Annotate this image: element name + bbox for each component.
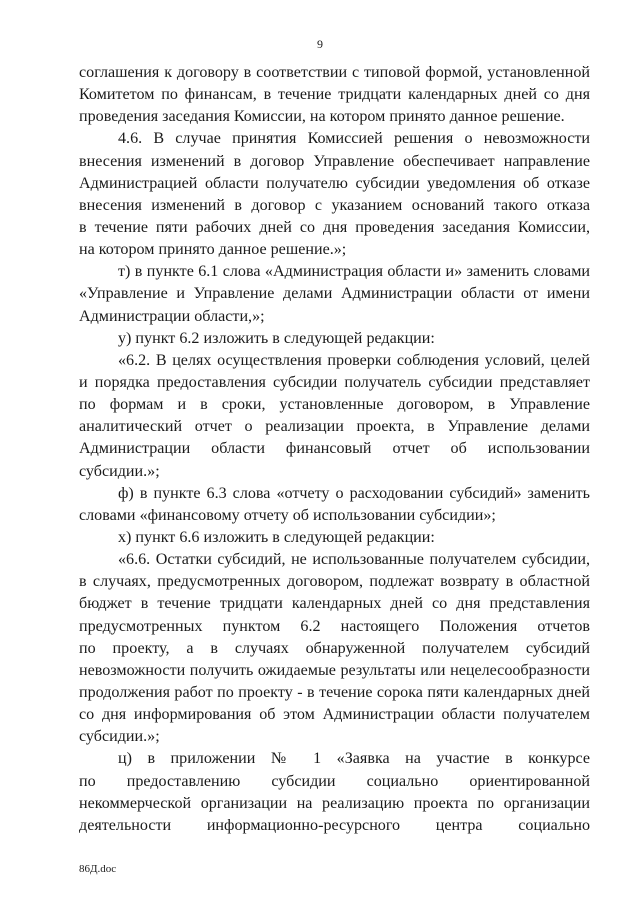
document-body — [79, 62, 590, 837]
text-line: ф) в пункте 6.3 слова «отчету о расходовании субсидий» заменить — [118, 484, 590, 502]
footer-filename: 86Д.doc — [79, 863, 117, 875]
text-line: внесения изменений в договор Управление обеспечивает направление — [79, 152, 590, 170]
text-line: Администрации области,»; — [79, 307, 265, 325]
text-line: по проекту, а в случаях обнаруженной получателем субсидий — [79, 639, 590, 657]
text-line: «6.2. В целях осуществления проверки соблюдения условий, целей — [118, 351, 590, 369]
text-line: словами «финансовому отчету об использовании субсидии»; — [79, 506, 496, 524]
text-line: по предоставлению субсидии социально ориентированной — [79, 772, 590, 790]
text-line: бюджет в течение тридцати календарных дней со дня представления — [79, 595, 590, 613]
text-line: у) пункт 6.2 изложить в следующей редакции: — [118, 329, 435, 347]
text-line: проведения заседания Комиссии, на котором принято данное решение. — [79, 108, 565, 126]
text-line: по формам и в сроки, установленные договором, в Управление — [79, 396, 590, 414]
text-line: в течение пяти рабочих дней со дня проведения заседания Комиссии, — [79, 218, 590, 236]
text-line: субсидии.»; — [79, 728, 160, 746]
text-line: и порядка предоставления субсидии получатель субсидии представляет — [79, 373, 590, 391]
text-line: соглашения к договору в соответствии с типовой формой, установленной — [79, 64, 590, 81]
text-line: аналитический отчет о реализации проекта, в Управление делами — [79, 418, 590, 436]
text-line: т) в пункте 6.1 слова «Администрация области и» заменить словами — [118, 263, 590, 281]
text-line: невозможности получить ожидаемые результаты или нецелесообразности — [79, 661, 590, 679]
text-line: в случаях, предусмотренных договором, подлежат возврату в областной — [79, 573, 590, 591]
text-line: Администрации области финансовый отчет об использовании — [79, 440, 590, 458]
text-line: «Управление и Управление делами Администрации области от имени — [79, 285, 590, 303]
text-line: «6.6. Остатки субсидий, не использованные получателем субсидии, — [118, 551, 590, 569]
text-line: на котором принято данное решение.»; — [79, 241, 347, 259]
page-number: 9 — [317, 37, 323, 51]
text-line: предусмотренных пунктом 6.2 настоящего Положения отчетов — [79, 617, 590, 635]
text-line: х) пункт 6.6 изложить в следующей редакции: — [118, 528, 435, 546]
text-line: Комитетом по финансам, в течение тридцати календарных дней со дня — [79, 86, 590, 104]
text-line: продолжения работ по проекту - в течение сорока пяти календарных дней — [79, 683, 590, 701]
text-line: внесения изменений в договор с указанием оснований такого отказа — [79, 196, 590, 214]
text-line: некоммерческой организации на реализацию проекта по организации — [79, 794, 590, 812]
text-line: Администрацией области получателю субсидии уведомления об отказе — [79, 174, 590, 192]
text-line: со дня информирования об этом Администрации области получателем — [79, 706, 590, 724]
text-line: 4.6. В случае принятия Комиссией решения о невозможности — [118, 130, 590, 148]
text-line: ц) в приложении № 1 «Заявка на участие в конкурсе — [118, 750, 590, 768]
text-line: субсидии.»; — [79, 462, 160, 480]
text-line: деятельности информационно-ресурсного центра социально — [79, 816, 590, 834]
